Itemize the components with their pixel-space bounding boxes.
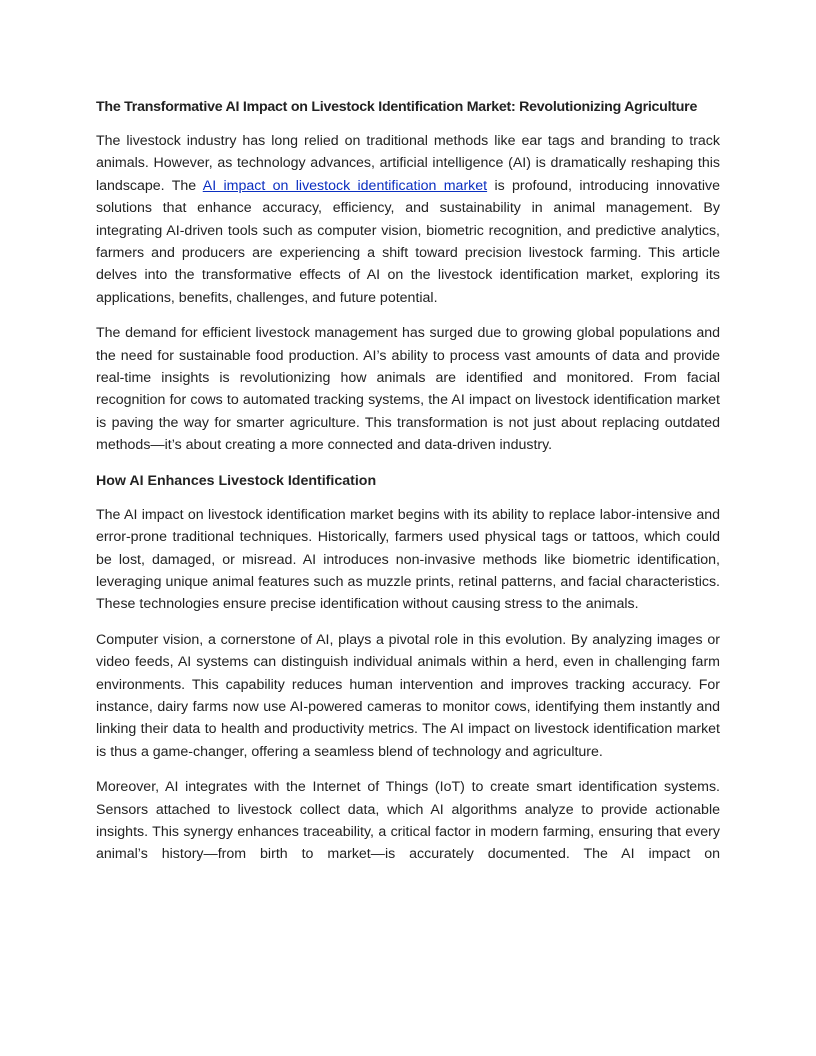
paragraph-traditional-methods: The AI impact on livestock identification market begins with its ability to replace labor-intensive and error-prone traditional techniques. Historically, farmers used physical tags or tattoos, which could be lost, damaged, or misread. AI introduces non-invasive methods like biometric identification, leveraging unique animal features such as muzzle prints, retinal patterns, and facial characteristics. These technologies ensure precise identification without causing stress to the animals.	[96, 506, 720, 613]
section-heading: How AI Enhances Livestock Identification	[96, 472, 377, 489]
intro-text-before-link: The livestock industry has long relied on traditional methods like ear tags and branding to track animals. However, as technology advances, artificial intelligence (AI) is dramatically reshaping this landscape. The	[96, 133, 720, 194]
intro-paragraph	[96, 130, 720, 309]
paragraph-computer-vision: Computer vision, a cornerstone of AI, plays a pivotal role in this evolution. By analyzing images or video feeds, AI systems can distinguish individual animals within a herd, even in challenging farm environments. This capability reduces human intervention and improves tracking accuracy. For instance, dairy farms now use AI-powered cameras to monitor cows, identifying them instantly and linking their data to health and productivity metrics. The AI impact on livestock identification market is thus a game-changer, offering a seamless blend of technology and agriculture.	[96, 631, 720, 760]
document-title: The Transformative AI Impact on Livestock Identification Market: Revolutionizing Agriculture	[96, 99, 698, 115]
paragraph-demand: The demand for efficient livestock management has surged due to growing global populations and the need for sustainable food production. AI’s ability to process vast amounts of data and provide real-time insights is revolutionizing how animals are identified and monitored. From facial recognition for cows to automated tracking systems, the AI impact on livestock identification market is paving the way for smarter agriculture. This transformation is not just about replacing outdated methods—it’s about creating a more connected and data-driven industry.	[96, 325, 720, 454]
market-link[interactable]: AI impact on livestock identification market	[202, 177, 488, 194]
paragraph-iot: Moreover, AI integrates with the Internet of Things (IoT) to create smart identification systems. Sensors attached to livestock collect data, which AI algorithms analyze to provide actionable insights. This synergy enhances traceability, a critical factor in modern farming, ensuring that every animal’s history—from birth to market—is accurately documented. The AI impact on	[96, 779, 720, 863]
intro-text-after-link: is profound, introducing innovative solutions that enhance accuracy, efficiency, and sustainability in animal management. By integrating AI-driven tools such as computer vision, biometric recognition, and predictive analytics, farmers and producers are experiencing a shift toward precision livestock farming. This article delves into the transformative effects of AI on the livestock identification market, exploring its applications, benefits, challenges, and future potential.	[96, 177, 720, 306]
